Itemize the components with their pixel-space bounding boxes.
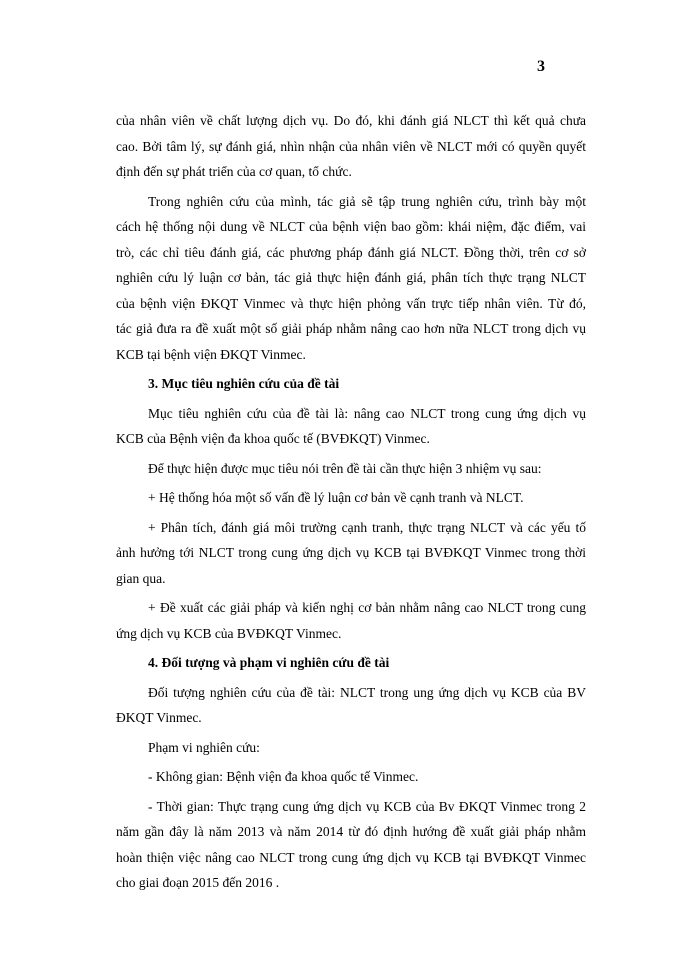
- text-line: cao. Bởi tâm lý, sự đánh giá, nhìn nhận của nhân viên về NLCT mới có quyền quyết: [116, 138, 586, 154]
- section-heading-objectives: 3. Mục tiêu nghiên cứu của đề tài: [148, 376, 340, 391]
- paragraph-task-1: [116, 485, 586, 511]
- text-line: của nhân viên về chất lượng dịch vụ. Do đó, khi đánh giá NLCT thì kết quả chưa: [116, 113, 586, 128]
- text-line: tác giả đưa ra đề xuất một số giải pháp nhằm nâng cao hơn nữa NLCT trong dịch vụ: [116, 321, 586, 336]
- text-line: định đến sự phát triển của cơ quan, tổ chức.: [116, 164, 352, 179]
- section-heading-subject-scope: 4. Đối tượng và phạm vi nghiên cứu đề tài: [148, 655, 390, 670]
- text-line: KCB của Bệnh viện đa khoa quốc tế (BVĐKQT) Vinmec.: [116, 431, 430, 446]
- paragraph-intro-continued: [116, 108, 586, 185]
- text-line: Đối tượng nghiên cứu của đề tài: NLCT trong ung ứng dịch vụ KCB của BV: [148, 684, 586, 700]
- paragraph-research-scope: [116, 189, 586, 368]
- document-body: [116, 108, 586, 900]
- text-line: cách hệ thống nội dung về NLCT của bệnh viện bao gồm: khái niệm, đặc điểm, vai: [116, 219, 586, 234]
- text-line: ĐKQT Vinmec.: [116, 710, 202, 725]
- text-line: + Đề xuất các giải pháp và kiến nghị cơ bản nhằm nâng cao NLCT trong cung: [148, 600, 586, 615]
- paragraph-scope-time: [116, 794, 586, 896]
- text-line: Để thực hiện được mục tiêu nói trên đề tài cần thực hiện 3 nhiệm vụ sau:: [148, 460, 542, 476]
- text-line: ứng dịch vụ KCB của BVĐKQT Vinmec.: [116, 625, 342, 641]
- paragraph-tasks-intro: [116, 456, 586, 482]
- paragraph-subject: [116, 680, 586, 731]
- paragraph-scope-space: [116, 764, 586, 790]
- text-line: nghiên cứu lý luận cơ bản, tác giả thực hiện đánh giá, phân tích thực trạng NLCT: [116, 270, 586, 285]
- text-line: Phạm vi nghiên cứu:: [148, 739, 260, 755]
- paragraph-task-2: [116, 515, 586, 592]
- page-number: 3: [537, 58, 545, 75]
- text-line: của bệnh viện ĐKQT Vinmec và thực hiện phỏng vấn trực tiếp nhân viên. Từ đó,: [116, 295, 586, 311]
- text-line: năm gần đây là năm 2013 và năm 2014 từ đó định hướng đề xuất giải pháp nhằm: [116, 824, 586, 839]
- text-line: trò, các chỉ tiêu đánh giá, các phương pháp đánh giá NLCT. Đồng thời, trên cơ sở: [116, 244, 586, 260]
- text-line: + Hệ thống hóa một số vấn đề lý luận cơ bản về cạnh tranh và NLCT.: [148, 490, 524, 505]
- text-line: ảnh hưởng tới NLCT trong cung ứng dịch vụ KCB tại BVĐKQT Vinmec trong thời: [116, 545, 586, 560]
- text-line: gian qua.: [116, 570, 166, 586]
- text-line: - Không gian: Bệnh viện đa khoa quốc tế Vinmec.: [148, 769, 419, 784]
- text-line: hoàn thiện việc nâng cao NLCT trong cung ứng dịch vụ KCB tại BVĐKQT Vinmec: [116, 849, 586, 865]
- text-line: cho giai đoạn 2015 đến 2016 .: [116, 875, 280, 890]
- text-line: KCB tại bệnh viện ĐKQT Vinmec.: [116, 346, 306, 362]
- text-line: + Phân tích, đánh giá môi trường cạnh tranh, thực trạng NLCT và các yếu tố: [148, 519, 586, 535]
- paragraph-task-3: [116, 595, 586, 646]
- text-line: - Thời gian: Thực trạng cung ứng dịch vụ KCB của Bv ĐKQT Vinmec trong 2: [148, 798, 586, 814]
- paragraph-objective: [116, 401, 586, 452]
- paragraph-scope-label: [116, 735, 586, 761]
- text-line: Mục tiêu nghiên cứu của đề tài là: nâng cao NLCT trong cung ứng dịch vụ: [148, 405, 586, 421]
- text-line: Trong nghiên cứu của mình, tác giả sẽ tập trung nghiên cứu, trình bày một: [148, 193, 586, 209]
